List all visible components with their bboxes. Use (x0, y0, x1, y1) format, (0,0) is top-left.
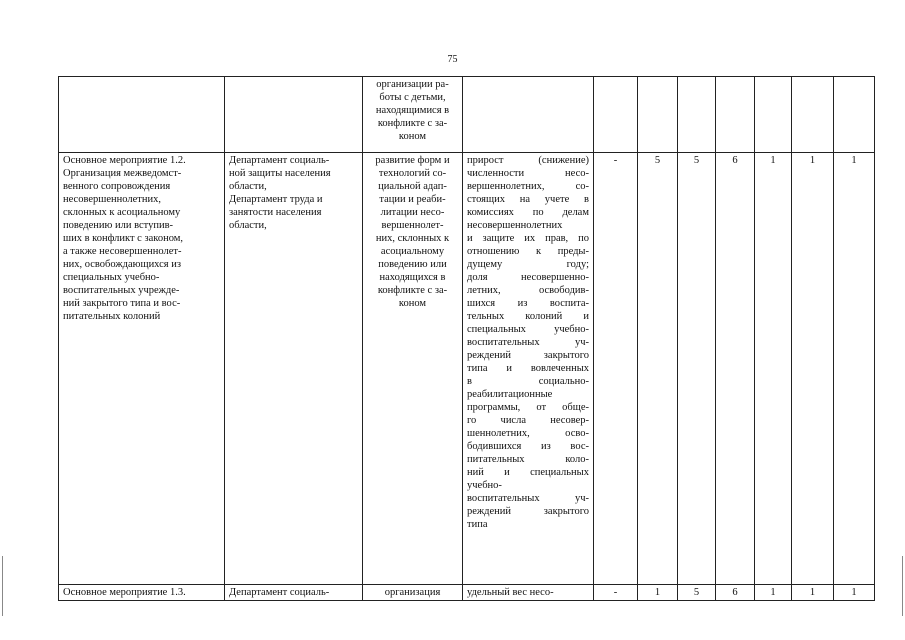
value-cell: 1 (834, 153, 875, 585)
value-cell: 1 (755, 585, 792, 601)
value-cell: 5 (638, 153, 678, 585)
cell-text-line: прирост (снижение) (467, 155, 589, 166)
cell-text-line: реждений закрытого (467, 350, 589, 361)
cell-text-line: Департамент социаль- (229, 587, 330, 598)
cell-text-line: Основное мероприятие 1.3. (63, 587, 186, 598)
value-cell: 1 (834, 585, 875, 601)
value-cell (594, 77, 638, 153)
cell-text-line: воспитательных уч- (467, 337, 589, 348)
cell-text-line: технологий со- (378, 168, 447, 179)
indicator-cell (463, 585, 594, 601)
cell-text-line: ной защиты населения (229, 168, 331, 179)
measures-table (58, 76, 875, 601)
value-cell (678, 77, 716, 153)
cell-text-line: литации несо- (380, 207, 445, 218)
cell-text-line: а также несовершеннолет- (63, 246, 182, 257)
cell-text-line: них, склонных к (375, 233, 450, 244)
cell-text-line: циальной адап- (378, 181, 447, 192)
cell-text-line: питательных коло- (467, 454, 589, 465)
value-cell (755, 77, 792, 153)
value-cell: 1 (792, 585, 834, 601)
cell-text-line: области, (229, 220, 267, 231)
cell-text-line: доля несовершенно- (467, 272, 589, 283)
measure-cell (59, 153, 225, 585)
cell-text-line: шихся из воспита- (467, 298, 589, 309)
result-cell (363, 77, 463, 153)
cell-text-line: реабилитационные (467, 389, 553, 400)
cell-text-line: типа и вовлеченных (467, 363, 589, 374)
cell-text-line: вершеннолетних, со- (467, 181, 589, 192)
cell-text-line: боты с детьми, (379, 92, 446, 103)
executor-cell (225, 77, 363, 153)
cell-text-line: ших в конфликт с законом, (63, 233, 184, 244)
measure-cell (59, 77, 225, 153)
cell-text-line: конфликте с за- (377, 118, 448, 129)
value-cell (834, 77, 875, 153)
cell-text-line: Организация межведомст- (63, 168, 182, 179)
table-row (59, 585, 875, 601)
cell-text-line: тации и реаби- (379, 194, 446, 205)
value-cell: 1 (792, 153, 834, 585)
cell-text-line: питательных колоний (63, 311, 161, 322)
scan-edge-right (902, 556, 903, 616)
value-cell: 1 (755, 153, 792, 585)
cell-text-line: тельных колоний и (467, 311, 589, 322)
cell-text-line: Департамент труда и (229, 194, 323, 205)
cell-text-line: занятости населения (229, 207, 322, 218)
value-cell (716, 77, 755, 153)
measure-cell (59, 585, 225, 601)
cell-text-line: несовершеннолетних (467, 220, 563, 231)
value-cell: - (594, 585, 638, 601)
cell-text-line: программы, от обще- (467, 402, 589, 413)
cell-text-line: воспитательных уч- (467, 493, 589, 504)
cell-text-line: бодившихся из вос- (467, 441, 589, 452)
page-number: 75 (447, 54, 458, 65)
result-cell (363, 585, 463, 601)
cell-text-line: конфликте с за- (377, 285, 448, 296)
cell-text-line: типа (467, 519, 488, 530)
cell-text-line: стоящих на учете в (467, 194, 589, 205)
cell-text-line: коном (398, 131, 427, 142)
result-cell (363, 153, 463, 585)
value-cell: 5 (678, 585, 716, 601)
cell-text-line: развитие форм и (375, 155, 450, 166)
table-row (59, 153, 875, 585)
table-row (59, 77, 875, 153)
cell-text-line: них, освобождающихся из (63, 259, 182, 270)
cell-text-line: специальных учебно- (467, 324, 589, 335)
value-cell: 6 (716, 153, 755, 585)
cell-text-line: организация (384, 587, 441, 598)
value-cell (638, 77, 678, 153)
executor-cell (225, 153, 363, 585)
cell-text-line: вершеннолет- (381, 220, 444, 231)
indicator-cell (463, 77, 594, 153)
value-cell (792, 77, 834, 153)
cell-text-line: организации ра- (376, 79, 449, 90)
cell-text-line: коном (398, 298, 427, 309)
cell-text-line: асоциальному (380, 246, 445, 257)
value-cell: 6 (716, 585, 755, 601)
cell-text-line: ний и специальных (467, 467, 589, 478)
value-cell: 1 (638, 585, 678, 601)
cell-text-line: го числа несовер- (467, 415, 589, 426)
scan-edge-left (2, 556, 3, 616)
cell-text-line: Основное мероприятие 1.2. (63, 155, 186, 166)
cell-text-line: поведению или (378, 259, 447, 270)
cell-text-line: удельный вес несо- (467, 587, 554, 598)
cell-text-line: учебно- (467, 480, 502, 491)
cell-text-line: Департамент социаль- (229, 155, 330, 166)
cell-text-line: склонных к асоциальному (63, 207, 181, 218)
cell-text-line: поведению или вступив- (63, 220, 174, 231)
value-cell: - (594, 153, 638, 585)
cell-text-line: летних, освободив- (467, 285, 589, 296)
cell-text-line: находящихся в (379, 272, 446, 283)
cell-text-line: в социально- (467, 376, 589, 387)
cell-text-line: комиссиях по делам (467, 207, 589, 218)
cell-text-line: специальных учебно- (63, 272, 160, 283)
cell-text-line: несовершеннолетних, (63, 194, 161, 205)
cell-text-line: области, (229, 181, 267, 192)
cell-text-line: и защите их прав, по (467, 233, 589, 244)
cell-text-line: шеннолетних, осво- (467, 428, 589, 439)
indicator-cell (463, 153, 594, 585)
cell-text-line: находящимися в (375, 105, 450, 116)
value-cell: 5 (678, 153, 716, 585)
cell-text-line: реждений закрытого (467, 506, 589, 517)
executor-cell (225, 585, 363, 601)
cell-text-line: отношению к преды- (467, 246, 589, 257)
cell-text-line: воспитательных учрежде- (63, 285, 180, 296)
cell-text-line: дущему году; (467, 259, 589, 270)
cell-text-line: ний закрытого типа и вос- (63, 298, 181, 309)
cell-text-line: численности несо- (467, 168, 589, 179)
cell-text-line: венного сопровождения (63, 181, 171, 192)
